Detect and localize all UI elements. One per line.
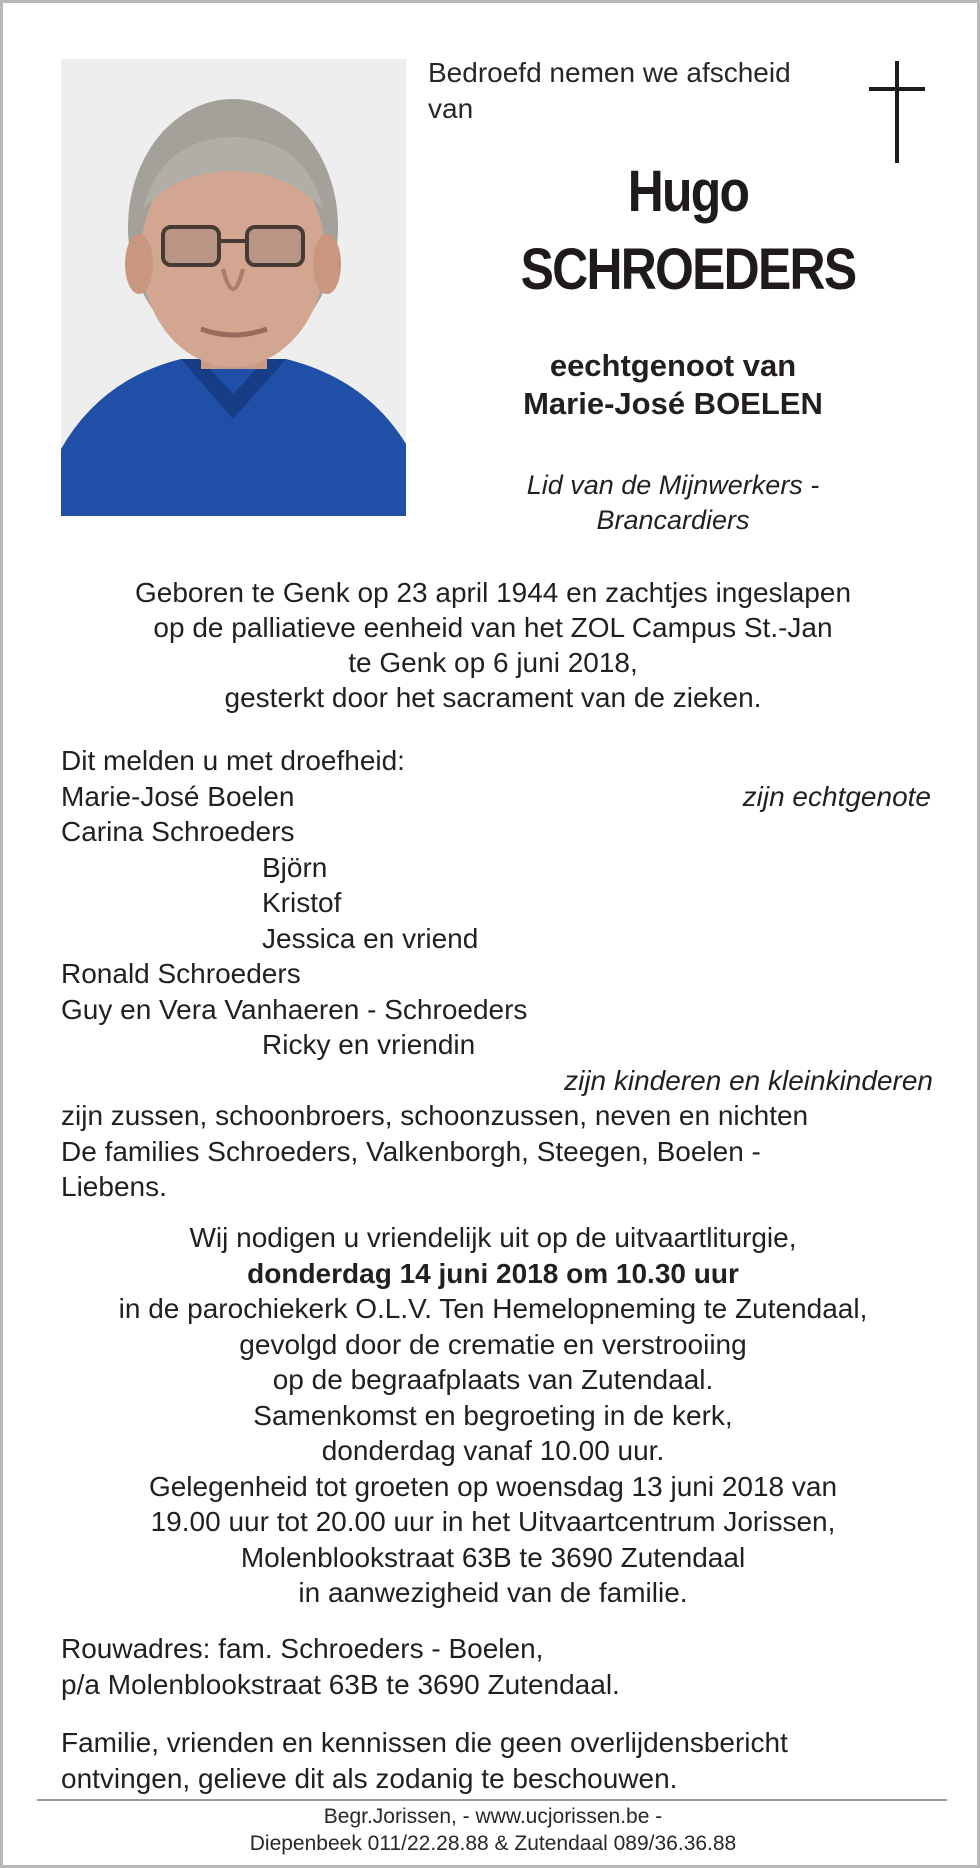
cross-icon	[869, 61, 925, 163]
mourners-list	[61, 743, 933, 1205]
portrait-photo	[61, 59, 406, 516]
spouse-line: Marie-José BOELEN	[523, 386, 823, 421]
membership-text	[448, 468, 898, 538]
mourner-spouse-row	[61, 779, 931, 815]
birth-death-paragraph	[43, 575, 943, 715]
funeral-line: Gelegenheid tot groeten op woensdag 13 juni 2018 van	[148, 1470, 838, 1502]
funeral-line: gevolgd door de crematie en verstrooiing	[239, 1328, 747, 1360]
deceased-last-name: SCHROEDERS	[520, 237, 856, 302]
address-line: Rouwadres: fam. Schroeders - Boelen,	[61, 1633, 544, 1664]
birth-line: te Genk op 6 juni 2018,	[348, 647, 638, 678]
spouse-line: eechtgenoot van	[549, 348, 797, 383]
footer-divider	[37, 1799, 947, 1801]
mourner-grandchild: Ricky en vriendin	[262, 1029, 476, 1060]
intro-text	[428, 55, 848, 127]
birth-line: Geboren te Genk op 23 april 1944 en zachtjes ingeslapen	[134, 577, 852, 608]
funeral-line: 19.00 uur tot 20.00 uur in het Uitvaartcentrum Jorissen,	[150, 1506, 836, 1537]
cross-icon-svg	[869, 61, 925, 163]
mourner-families: Liebens.	[61, 1171, 167, 1202]
spouse-heading	[448, 347, 898, 423]
portrait-illustration	[61, 59, 406, 516]
birth-line: gesterkt door het sacrament van de zieken.	[224, 682, 762, 713]
funeral-details	[43, 1220, 943, 1611]
funeral-line: in de parochiekerk O.L.V. Ten Hemelopneming te Zutendaal,	[118, 1293, 868, 1324]
mourner-grandchild: Jessica en vriend	[262, 922, 479, 954]
mourner-child: Ronald Schroeders	[61, 958, 301, 989]
membership-line: Lid van de Mijnwerkers -	[526, 470, 820, 500]
mourner-grandchild: Björn	[262, 851, 328, 883]
mourning-address	[61, 1631, 921, 1703]
funeral-line: in aanwezigheid van de familie.	[298, 1577, 688, 1608]
notice-line: ontvingen, gelieve dit als zodanig te beschouwen.	[61, 1763, 678, 1794]
mourner-grandchild: Kristof	[262, 887, 342, 918]
footer-line: Begr.Jorissen, - www.ucjorissen.be -	[323, 1805, 663, 1828]
deceased-name	[428, 153, 948, 309]
deceased-first-name: Hugo	[627, 159, 749, 224]
intro-line: Bedroefd nemen we afscheid	[428, 57, 791, 88]
mourner-siblings: zijn zussen, schoonbroers, schoonzussen, neven en nichten	[61, 1100, 809, 1131]
notice-text	[61, 1725, 941, 1797]
mourner-spouse-relation: zijn echtgenote	[742, 780, 931, 812]
mourner-spouse-name: Marie-José Boelen	[61, 780, 295, 812]
funeral-line: donderdag vanaf 10.00 uur.	[321, 1435, 665, 1466]
mourner-child: Guy en Vera Vanhaeren - Schroeders	[61, 993, 528, 1025]
children-relation: zijn kinderen en kleinkinderen	[564, 1064, 933, 1096]
mourner-families: De families Schroeders, Valkenborgh, Steegen, Boelen -	[61, 1135, 761, 1167]
funeral-line: Samenkomst en begroeting in de kerk,	[253, 1399, 733, 1431]
notice-line: Familie, vrienden en kennissen die geen overlijdensbericht	[61, 1727, 788, 1758]
funeral-line: op de begraafplaats van Zutendaal.	[272, 1364, 714, 1395]
footer-line: Diepenbeek 011/22.28.88 & Zutendaal 089/36.36.88	[249, 1832, 737, 1855]
mourners-intro: Dit melden u met droefheid:	[61, 745, 405, 776]
funeral-invite: Wij nodigen u vriendelijk uit op de uitvaartliturgie,	[189, 1222, 797, 1253]
birth-line: op de palliatieve eenheid van het ZOL Campus St.-Jan	[153, 612, 833, 643]
intro-line: van	[428, 93, 474, 124]
address-line: p/a Molenblookstraat 63B te 3690 Zutendaal.	[61, 1669, 620, 1700]
mourner-child: Carina Schroeders	[61, 816, 295, 847]
footer-credits	[43, 1803, 943, 1857]
funeral-datetime: donderdag 14 juni 2018 om 10.30 uur	[247, 1257, 739, 1289]
funeral-line: Molenblookstraat 63B te 3690 Zutendaal	[240, 1541, 746, 1573]
membership-line: Brancardiers	[596, 505, 750, 535]
